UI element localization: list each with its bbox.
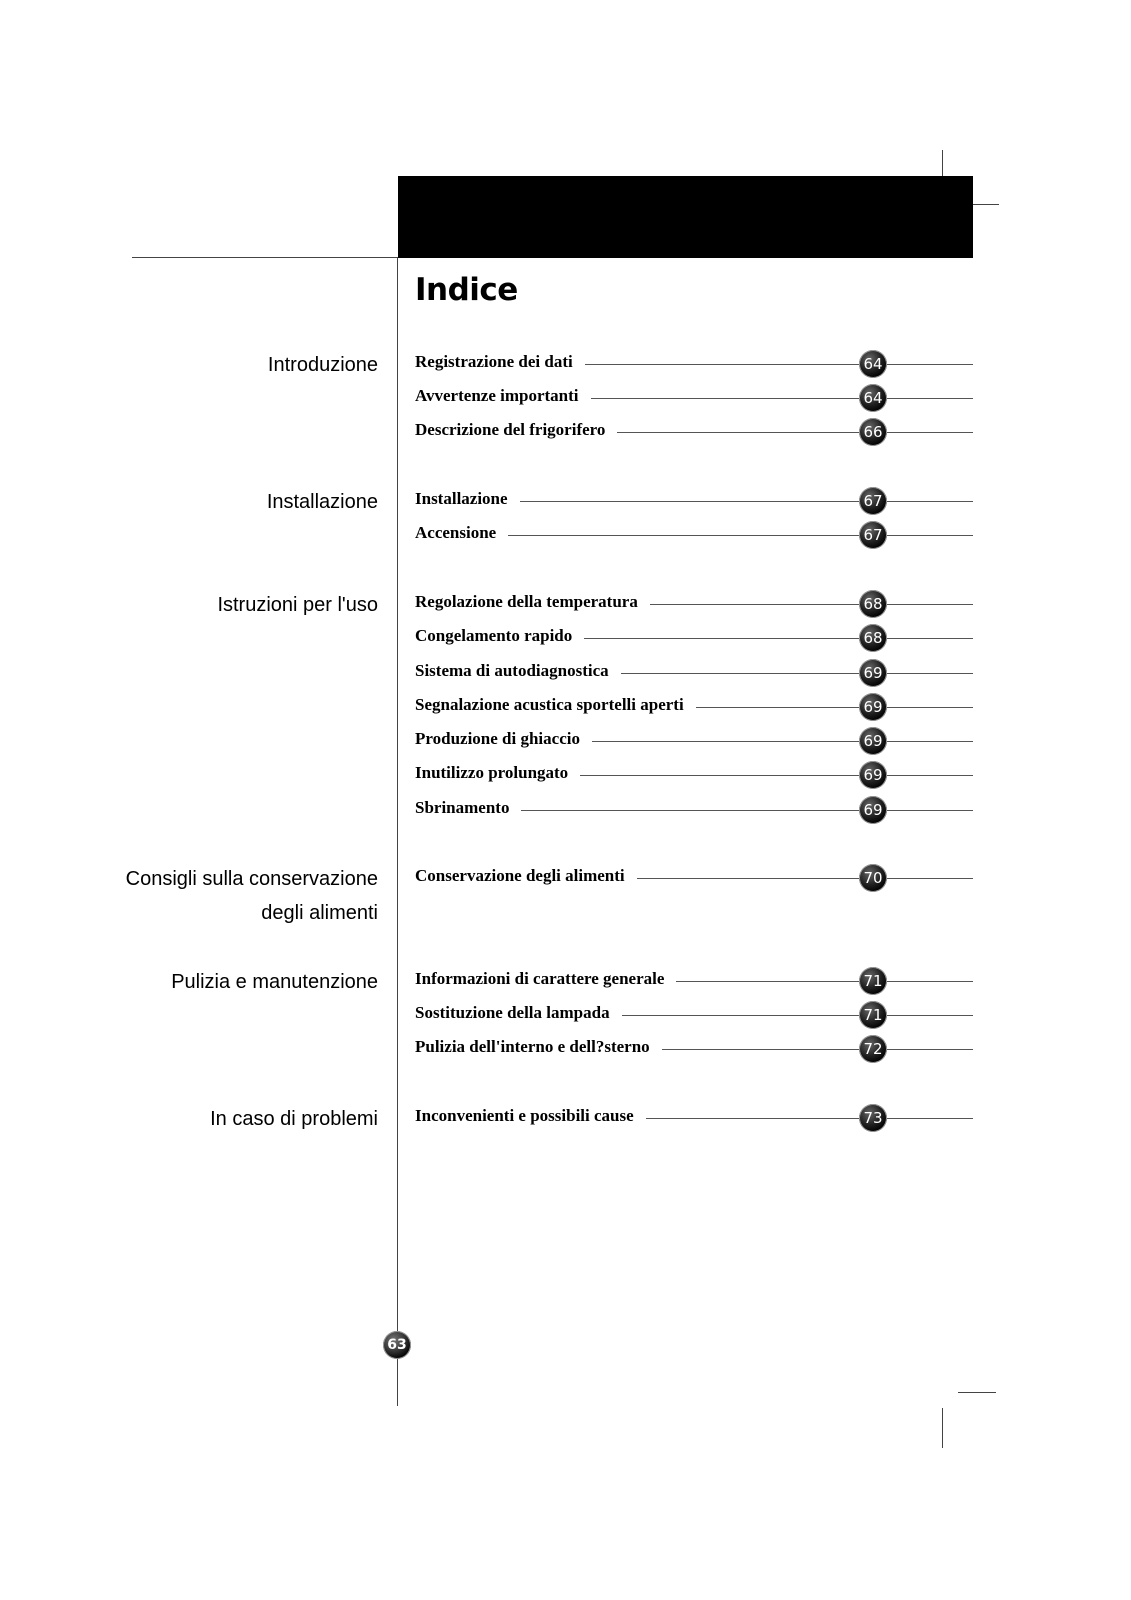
page-title: Indice bbox=[415, 272, 518, 308]
page-badge: 70 bbox=[859, 864, 887, 892]
toc-entry[interactable] bbox=[415, 589, 973, 619]
section-consigli: Consigli sulla conservazione degli alimenti bbox=[125, 868, 378, 925]
header-rule bbox=[132, 257, 398, 258]
toc-entry-title: Sistema di autodiagnostica bbox=[415, 661, 621, 681]
toc-entry[interactable] bbox=[415, 795, 973, 825]
toc-entry-title: Avvertenze importanti bbox=[415, 386, 591, 406]
toc-entry-title: Regolazione della temperatura bbox=[415, 592, 650, 612]
toc-entry-title: Installazione bbox=[415, 489, 520, 509]
toc-entry-title: Accensione bbox=[415, 523, 508, 543]
page-badge: 72 bbox=[859, 1035, 887, 1063]
page-badge: 67 bbox=[859, 487, 887, 515]
toc-entry-title: Sbrinamento bbox=[415, 798, 521, 818]
toc-entry[interactable] bbox=[415, 383, 973, 413]
toc-entry[interactable] bbox=[415, 349, 973, 379]
page-badge: 71 bbox=[859, 1001, 887, 1029]
crop-mark-bottom-vertical bbox=[942, 1408, 943, 1448]
section-problemi: In caso di problemi bbox=[210, 1108, 378, 1130]
toc-entry-title: Segnalazione acustica sportelli aperti bbox=[415, 695, 696, 715]
column-divider bbox=[397, 258, 398, 1406]
toc-entry[interactable] bbox=[415, 623, 973, 653]
page-badge: 64 bbox=[859, 350, 887, 378]
toc-entry[interactable] bbox=[415, 417, 973, 447]
page-badge: 66 bbox=[859, 418, 887, 446]
toc-entry[interactable] bbox=[415, 1000, 973, 1030]
crop-mark-top-vertical bbox=[942, 150, 943, 176]
toc-entry-title: Registrazione dei dati bbox=[415, 352, 585, 372]
page-number-badge: 63 bbox=[383, 1331, 411, 1359]
page-badge: 68 bbox=[859, 590, 887, 618]
toc-entry-title: Descrizione del frigorifero bbox=[415, 420, 617, 440]
page-badge: 67 bbox=[859, 521, 887, 549]
section-introduzione: Introduzione bbox=[267, 354, 378, 376]
toc-entry[interactable] bbox=[415, 658, 973, 688]
toc-entry-title: Congelamento rapido bbox=[415, 626, 584, 646]
page-badge: 71 bbox=[859, 967, 887, 995]
toc-entry-title: Sostituzione della lampada bbox=[415, 1003, 622, 1023]
toc-entry[interactable] bbox=[415, 1034, 973, 1064]
toc-entry-title: Inutilizzo prolungato bbox=[415, 763, 580, 783]
crop-mark-bottom-horizontal bbox=[958, 1392, 996, 1393]
page-badge: 69 bbox=[859, 693, 887, 721]
page-badge: 64 bbox=[859, 384, 887, 412]
toc-entry[interactable] bbox=[415, 966, 973, 996]
toc-entry-title: Pulizia dell'interno e dell?sterno bbox=[415, 1037, 662, 1057]
page-badge: 69 bbox=[859, 727, 887, 755]
toc-entry[interactable] bbox=[415, 760, 973, 790]
section-istruzioni: Istruzioni per l'uso bbox=[217, 594, 378, 616]
section-installazione: Installazione bbox=[266, 491, 378, 513]
toc-entry[interactable] bbox=[415, 726, 973, 756]
toc-entry[interactable] bbox=[415, 1103, 973, 1133]
toc-entry-title: Inconvenienti e possibili cause bbox=[415, 1106, 646, 1126]
header-bar bbox=[398, 176, 973, 258]
page-badge: 69 bbox=[859, 659, 887, 687]
page-badge: 69 bbox=[859, 796, 887, 824]
toc-entry[interactable] bbox=[415, 863, 973, 893]
page-badge: 68 bbox=[859, 624, 887, 652]
toc-entry-title: Produzione di ghiaccio bbox=[415, 729, 592, 749]
toc-entry-title: Conservazione degli alimenti bbox=[415, 866, 637, 886]
toc-entry[interactable] bbox=[415, 486, 973, 516]
section-pulizia: Pulizia e manutenzione bbox=[171, 971, 378, 993]
crop-mark-top-horizontal bbox=[973, 204, 999, 205]
page-badge: 69 bbox=[859, 761, 887, 789]
page-badge: 73 bbox=[859, 1104, 887, 1132]
toc-entry[interactable] bbox=[415, 692, 973, 722]
toc-entry-title: Informazioni di carattere generale bbox=[415, 969, 676, 989]
toc-entry[interactable] bbox=[415, 520, 973, 550]
